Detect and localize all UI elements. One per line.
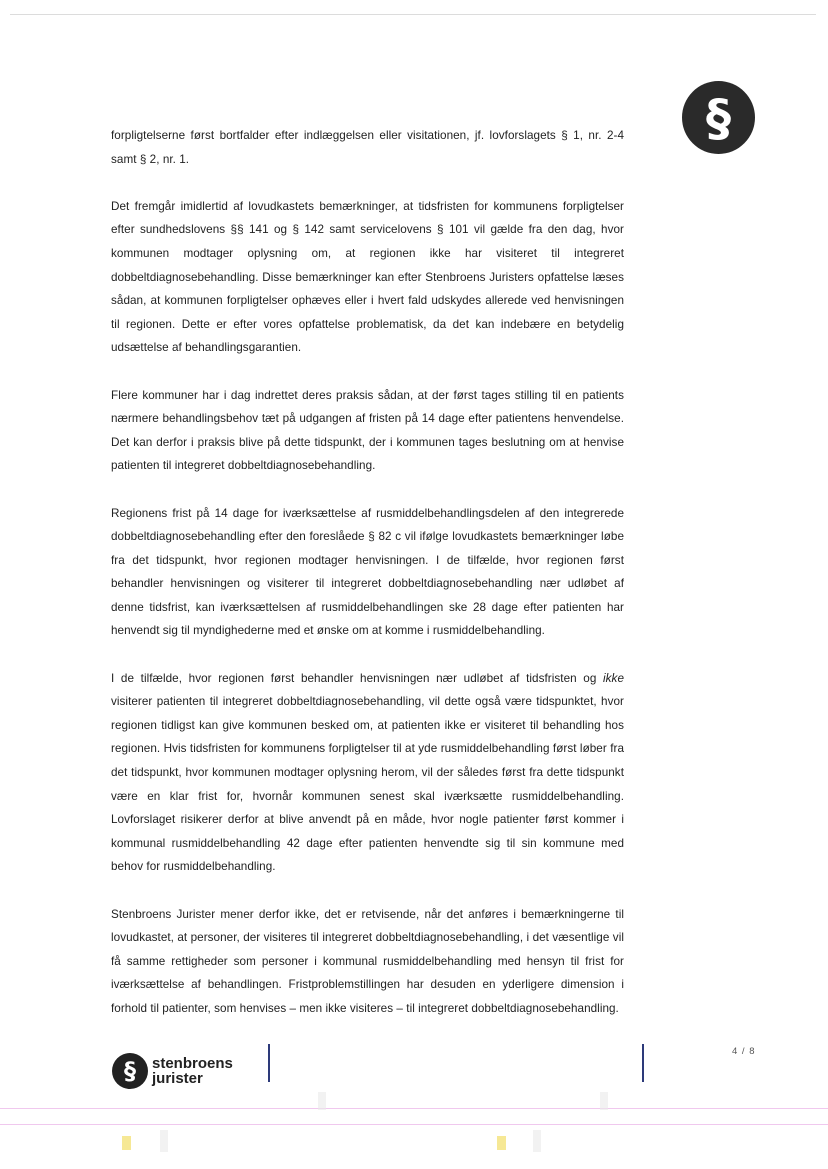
paragraph-1: forpligtelserne først bortfalder efter indlæggelsen eller visitationen, jf. lovforslagets § 1, nr. 2-4 samt § 2, nr. 1. (111, 129, 624, 166)
logo-wordmark (152, 1056, 233, 1086)
top-rule (10, 14, 816, 15)
paragraph-4: Regionens frist på 14 dage for iværksættelse af rusmiddelbehandlingsdelen af den integrerede dobbeltdiagnosebehandling efter den foreslåede § 82 c vil ifølge lovudkastets bemærkninger løbe fra det tidspunkt, hvor regionen modtager henvisningen. I de tilfælde, hvor regionen først behandler henvisningen og visiterer til integreret dobbeltdiagnosebehandling nær udløbet af denne tidsfrist, kan iværksættelsen af rusmiddelbehandlingen ske 28 dage efter patienten har henvendt sig til myndighederne med et ønske om at komme i rusmiddelbehandling. (111, 506, 624, 638)
logo-line-2: jurister (152, 1070, 203, 1087)
scan-line-1 (0, 1108, 828, 1109)
scan-line-2 (0, 1124, 828, 1125)
paragraph-symbol-icon: § (682, 81, 755, 154)
scan-dot-1 (122, 1136, 131, 1150)
scan-mark-left (268, 1044, 270, 1082)
scan-mark-right (642, 1044, 644, 1082)
logo-paragraph-icon: § (112, 1053, 148, 1089)
paragraph-5 (111, 667, 624, 879)
footer-logo (112, 1053, 233, 1089)
letter-body (111, 124, 624, 1021)
logo-line-1: stenbroens (152, 1055, 233, 1072)
page-number: 4 / 8 (732, 1046, 756, 1057)
scan-ghost-2 (600, 1092, 608, 1110)
scan-ghost-1 (318, 1092, 326, 1110)
paragraph-6: Stenbroens Jurister mener derfor ikke, det er retvisende, når det anføres i bemærkningerne til lovudkastet, at personer, der visiteres til integreret dobbeltdiagnosebehandling, i det væsentlige vil få samme rettigheder som personer i kommunal rusmiddelbehandling med hensyn til frist for iværksættelse af behandlingen. Fristproblemstillingen har desuden en yderligere dimension i forhold til patienter, som henvises – men ikke visiteres – til integreret dobbeltdiagnosebehandling. (111, 907, 624, 1015)
scan-dot-2 (497, 1136, 506, 1150)
paragraph-3: Flere kommuner har i dag indrettet deres praksis sådan, at der først tages stilling til en patients nærmere behandlingsbehov tæt på udgangen af fristen på 14 dage efter patientens henvendelse. Det kan derfor i praksis blive på dette tidspunkt, der i kommunen tages beslutning om at henvise patienten til integreret dobbeltdiagnosebehandling. (111, 388, 624, 473)
paragraph-5-after: visiterer patienten til integreret dobbeltdiagnosebehandling, vil dette også være tidspunktet, hvor regionen tidligst kan give kommunen besked om, at patienten ikke er visiteret til behandling hos regionen. Hvis tidsfristen for kommunens forpligtelser til at yde rusmiddelbehandling først løber fra det tidspunkt, hvor kommunen modtager oplysning herom, vil der således først fra dette tidspunkt være en klar frist for, hvornår kommunen senest skal iværksætte rusmiddelbehandling. Lovforslaget risikerer derfor at blive anvendt på en måde, hvor nogle patienter først kommer i kommunal rusmiddelbehandling 42 dage efter patienten henvendte sig til sin kommune med behov for rusmiddelbehandling. (111, 695, 624, 874)
paragraph-5-before: I de tilfælde, hvor regionen først behandler henvisningen nær udløbet af tidsfristen og (111, 671, 604, 685)
scan-ghost-3 (160, 1130, 168, 1152)
paragraph-2: Det fremgår imidlertid af lovudkastets bemærkninger, at tidsfristen for kommunens forpligtelser efter sundhedslovens §§ 141 og § 142 samt servicelovens § 101 vil gælde fra den dag, hvor kommunen modtager oplysning om, at regionen ikke har visiteret til integreret dobbeltdiagnosebehandling. Disse bemærkninger kan efter Stenbroens Juristers opfattelse læses sådan, at kommunen forpligtelser ophæves eller i hvert fald udskydes allerede ved henvisningen til regionen. Dette er efter vores opfattelse problematisk, da det kan indebære en betydelig udsættelse af behandlingsgarantien. (111, 199, 624, 355)
paragraph-5-emphasis: ikke (603, 671, 624, 685)
scan-ghost-4 (533, 1130, 541, 1152)
